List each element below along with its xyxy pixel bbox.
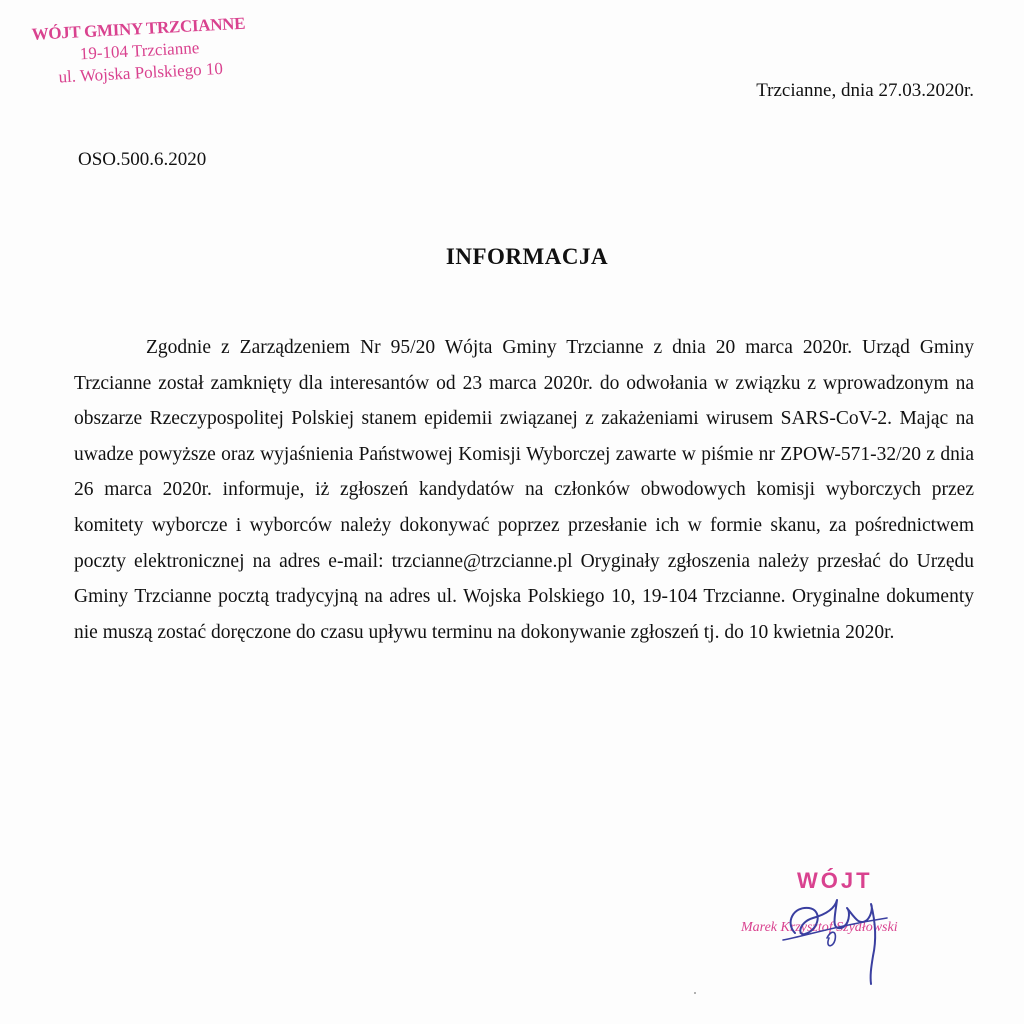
scan-speck	[694, 992, 696, 994]
signature-stamp-title: WÓJT	[797, 868, 873, 893]
stamp-line-office: WÓJT GMINY TRZCIANNE	[31, 13, 246, 44]
reference-number: OSO.500.6.2020	[78, 149, 207, 170]
document-title: INFORMACJA	[445, 244, 609, 269]
stamp-line-postcode: 19-104 Trzcianne	[79, 38, 200, 64]
office-stamp	[28, 12, 251, 89]
handwritten-signature	[775, 878, 895, 988]
signature-stamp-name: Marek Krzysztof Szydłowski	[741, 920, 898, 935]
place-and-date: Trzcianne, dnia 27.03.2020r.	[756, 80, 974, 101]
body-paragraph: Zgodnie z Zarządzeniem Nr 95/20 Wójta Gminy Trzcianne z dnia 20 marca 2020r. Urząd Gminy Trzcianne został zamknięty dla interesantów od 23 marca 2020r. do odwołania w związku z wprowadzonym na obszarze Rzeczypospolitej Polskiej stanem epidemii związanej z zakażeniami wirusem SARS-CoV-2. Mając na uwadze powyższe oraz wyjaśnienia Państwowej Komisji Wyborczej zawarte w piśmie nr ZPOW-571-32/20 z dnia 26 marca 2020r. informuje, iż zgłoszeń kandydatów na członków obwodowych komisji wyborczych przez komitety wyborcze i wyborców należy dokonywać poprzez przesłanie ich w formie skanu, za pośrednictwem poczty elektronicznej na adres e-mail: trzcianne@trzcianne.pl Oryginały zgłoszenia należy przesłać do Urzędu Gminy Trzcianne pocztą tradycyjną na adres ul. Wojska Polskiego 10, 19-104 Trzcianne. Oryginalne dokumenty nie muszą zostać doręczone do czasu upływu terminu na dokonywanie zgłoszeń tj. do 10 kwietnia 2020r.	[74, 337, 974, 643]
body-section	[74, 330, 974, 650]
signature-block	[735, 868, 965, 988]
stamp-line-street: ul. Wojska Polskiego 10	[58, 58, 224, 87]
